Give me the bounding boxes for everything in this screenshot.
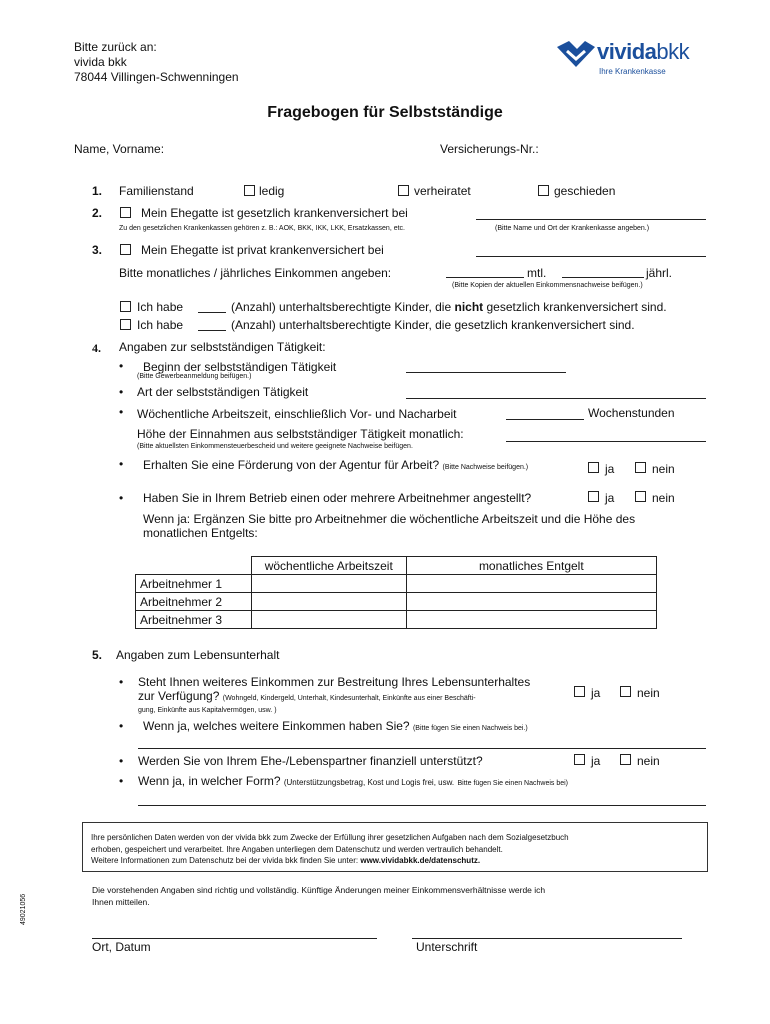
- table-header-hours: wöchentliche Arbeitszeit: [251, 557, 406, 575]
- foerderung-nein-checkbox[interactable]: [635, 462, 646, 473]
- bullet-icon: •: [119, 385, 124, 399]
- arbeitnehmer-nein-checkbox[interactable]: [635, 491, 646, 502]
- q1-number: 1.: [92, 184, 103, 198]
- vivida-logo: [555, 37, 725, 82]
- start-date-line[interactable]: [406, 372, 566, 373]
- bullet-icon: •: [119, 774, 124, 788]
- kids-b1: Ich habe: [137, 318, 184, 332]
- q5-label: Angaben zum Lebensunterhalt: [116, 648, 280, 662]
- place-date-label: Ort, Datum: [92, 940, 151, 954]
- other-income-line[interactable]: [138, 748, 706, 749]
- table-corner-cell: [136, 557, 252, 575]
- monthly-input-line[interactable]: [446, 277, 524, 278]
- einkommen-ja-checkbox[interactable]: [574, 686, 585, 697]
- table-cell-hours[interactable]: [251, 611, 406, 629]
- q5-b1: Steht Ihnen weiteres Einkommen zur Bestreitung Ihres Lebensunterhaltes zur Verfügung? (Wohngeld, Kindergeld, Unterhalt, Kindesunterhalt, Einkünfte aus einer Beschäfti- gung, Einkünfte aus Kapitalvermögen, usw. ): [138, 675, 531, 714]
- kids-a-count-line[interactable]: [198, 312, 226, 313]
- table-cell-pay[interactable]: [406, 611, 656, 629]
- table-cell-pay[interactable]: [406, 593, 656, 611]
- name-label: Name, Vorname:: [74, 142, 165, 156]
- q3-number: 3.: [92, 243, 103, 257]
- kids-a-text: (Anzahl) unterhaltsberechtigte Kinder, die nicht gesetzlich krankenversichert sind.: [231, 300, 667, 314]
- table-row: [136, 575, 657, 593]
- nein-label: nein: [637, 754, 660, 768]
- q4-b5: Haben Sie in Ihrem Betrieb einen oder mehrere Arbeitnehmer angestellt?: [143, 491, 532, 505]
- nein-label: nein: [652, 491, 675, 505]
- sender-line: vivida bkk: [74, 55, 127, 69]
- form-number: 49021056: [20, 893, 27, 925]
- bullet-icon: •: [119, 405, 124, 419]
- privacy-link[interactable]: www.vividabkk.de/datenschutz.: [360, 856, 481, 865]
- privacy-line: erhoben, gespeichert und verarbeitet. Ihre Angaben unterliegen dem Datenschutz und werden vertraulich behandelt.: [91, 844, 503, 854]
- weekly-hours-unit: Wochenstunden: [588, 406, 675, 420]
- kids-insured-checkbox[interactable]: [120, 319, 131, 330]
- q5-b4: Wenn ja, in welcher Form? (Unterstützungsbetrag, Kost und Logis frei, usw. Bitte fügen Sie einen Nachweis bei): [138, 774, 569, 788]
- page-title: Fragebogen für Selbstständige: [267, 104, 503, 121]
- kids-b-text: (Anzahl) unterhaltsberechtigte Kinder, die gesetzlich krankenversichert sind.: [231, 318, 635, 332]
- geschieden-checkbox[interactable]: [538, 185, 549, 196]
- arbeitnehmer-ja-checkbox[interactable]: [588, 491, 599, 502]
- bullet-icon: •: [119, 754, 124, 768]
- privacy-line: Ihre persönlichen Daten werden von der vivida bkk zum Zwecke der Erfüllung ihrer gesetzlichen Aufgaben nach dem Sozialgesetzbuch: [91, 833, 569, 842]
- bullet-icon: •: [119, 457, 124, 471]
- table-cell-hours[interactable]: [251, 593, 406, 611]
- logo-wordmark: vividabkk: [597, 39, 690, 64]
- geschieden-label: geschieden: [554, 184, 616, 198]
- activity-type-line[interactable]: [406, 398, 706, 399]
- privacy-line: Weitere Informationen zum Datenschutz bei der vivida bkk finden Sie unter: www.vividabkk.de/datenschutz.: [91, 856, 481, 865]
- ja-label: ja: [605, 462, 615, 476]
- table-header-pay: monatliches Entgelt: [406, 557, 656, 575]
- ja-label: ja: [591, 754, 601, 768]
- q3-input-line[interactable]: [476, 256, 706, 257]
- bullet-icon: •: [119, 491, 124, 505]
- verheiratet-checkbox[interactable]: [398, 185, 409, 196]
- confirmation-text: Die vorstehenden Angaben sind richtig und vollständig. Künftige Änderungen meiner Einkommensverhältnisse werde ich Ihnen mitteilen.: [92, 885, 546, 907]
- foerderung-ja-checkbox[interactable]: [588, 462, 599, 473]
- ja-label: ja: [605, 491, 615, 505]
- q4-b4: Erhalten Sie eine Förderung von der Agentur für Arbeit? (Bitte Nachweise beifügen.): [143, 458, 529, 472]
- kids-b-count-line[interactable]: [198, 330, 226, 331]
- verheiratet-label: verheiratet: [414, 184, 471, 198]
- q4-number: 4.: [92, 341, 101, 355]
- privat-checkbox[interactable]: [120, 244, 131, 255]
- place-date-line[interactable]: [92, 938, 377, 939]
- bullet-icon: •: [119, 359, 124, 373]
- table-row-label: Arbeitnehmer 1: [136, 575, 252, 593]
- q1-label: Familienstand: [119, 184, 194, 198]
- q2-note: Zu den gesetzlichen Krankenkassen gehören z. B.: AOK, BKK, IKK, LKK, Ersatzkassen, etc.: [119, 225, 405, 232]
- jaehrl-label: jährl.: [646, 266, 673, 280]
- yearly-input-line[interactable]: [562, 277, 644, 278]
- q4-b1: Beginn der selbstständigen Tätigkeit: [143, 360, 337, 374]
- sender-address: [74, 40, 239, 85]
- support-form-line[interactable]: [138, 805, 706, 806]
- q4-label: Angaben zur selbstständigen Tätigkeit:: [119, 340, 326, 354]
- q2-number: 2.: [92, 206, 103, 220]
- table-header-row: [136, 557, 657, 575]
- sender-line: Bitte zurück an:: [74, 40, 157, 54]
- q4-b5-sub: Wenn ja: Ergänzen Sie bitte pro Arbeitnehmer die wöchentliche Arbeitszeit und die Höhe des monatlichen Entgelts:: [143, 512, 636, 540]
- q4-b3: Wöchentliche Arbeitszeit, einschließlich Vor- und Nacharbeit: [137, 407, 457, 421]
- partner-ja-checkbox[interactable]: [574, 754, 585, 765]
- partner-nein-checkbox[interactable]: [620, 754, 631, 765]
- privacy-notice: [82, 822, 708, 872]
- mtl-label: mtl.: [527, 266, 547, 280]
- ledig-checkbox[interactable]: [244, 185, 255, 196]
- income-label: Bitte monatliches / jährliches Einkommen angeben:: [119, 266, 392, 280]
- q3-label: Mein Ehegatte ist privat krankenversichert bei: [141, 243, 384, 257]
- employee-table: [135, 556, 657, 629]
- kids-a1: Ich habe: [137, 300, 184, 314]
- table-row-label: Arbeitnehmer 2: [136, 593, 252, 611]
- bullet-icon: •: [119, 719, 124, 733]
- kids-not-insured-checkbox[interactable]: [120, 301, 131, 312]
- table-cell-pay[interactable]: [406, 575, 656, 593]
- q5-b3: Werden Sie von Ihrem Ehe-/Lebenspartner finanziell unterstützt?: [138, 754, 483, 768]
- gesetzlich-checkbox[interactable]: [120, 207, 131, 218]
- ledig-label: ledig: [259, 184, 285, 198]
- q5-b2: Wenn ja, welches weitere Einkommen haben Sie? (Bitte fügen Sie einen Nachweis bei.): [143, 719, 528, 733]
- income-monthly-line[interactable]: [506, 441, 706, 442]
- table-row: [136, 611, 657, 629]
- insurance-number-label: Versicherungs-Nr.:: [440, 142, 539, 156]
- q5-number: 5.: [92, 648, 103, 662]
- table-row: [136, 593, 657, 611]
- weekly-hours-line[interactable]: [506, 419, 584, 420]
- table-cell-hours[interactable]: [251, 575, 406, 593]
- logo-heart-icon: [555, 39, 597, 69]
- bullet-icon: •: [119, 675, 124, 689]
- logo-tagline: Ihre Krankenkasse: [599, 67, 666, 76]
- signature-label: Unterschrift: [416, 940, 478, 954]
- q4-b2: Art der selbstständigen Tätigkeit: [137, 385, 309, 399]
- q2-input-line[interactable]: [476, 219, 706, 220]
- einkommen-nein-checkbox[interactable]: [620, 686, 631, 697]
- signature-line[interactable]: [412, 938, 682, 939]
- nein-label: nein: [637, 686, 660, 700]
- q4-b3-note: (Bitte aktuellsten Einkommensteuerbescheid und weitere geeignete Nachweise beifügen.: [137, 443, 413, 450]
- q4-b1-note: (Bitte Gewerbeanmeldung beifügen.): [137, 373, 252, 380]
- table-row-label: Arbeitnehmer 3: [136, 611, 252, 629]
- q3-note: (Bitte Kopien der aktuellen Einkommensnachweise beifügen.): [452, 282, 643, 289]
- q2-note2: (Bitte Name und Ort der Krankenkasse angeben.): [495, 225, 650, 232]
- sender-line: 78044 Villingen-Schwenningen: [74, 70, 239, 84]
- q4-b3b: Höhe der Einnahmen aus selbstständiger Tätigkeit monatlich:: [137, 427, 464, 441]
- nein-label: nein: [652, 462, 675, 476]
- q2-label: Mein Ehegatte ist gesetzlich krankenversichert bei: [141, 206, 408, 220]
- ja-label: ja: [591, 686, 601, 700]
